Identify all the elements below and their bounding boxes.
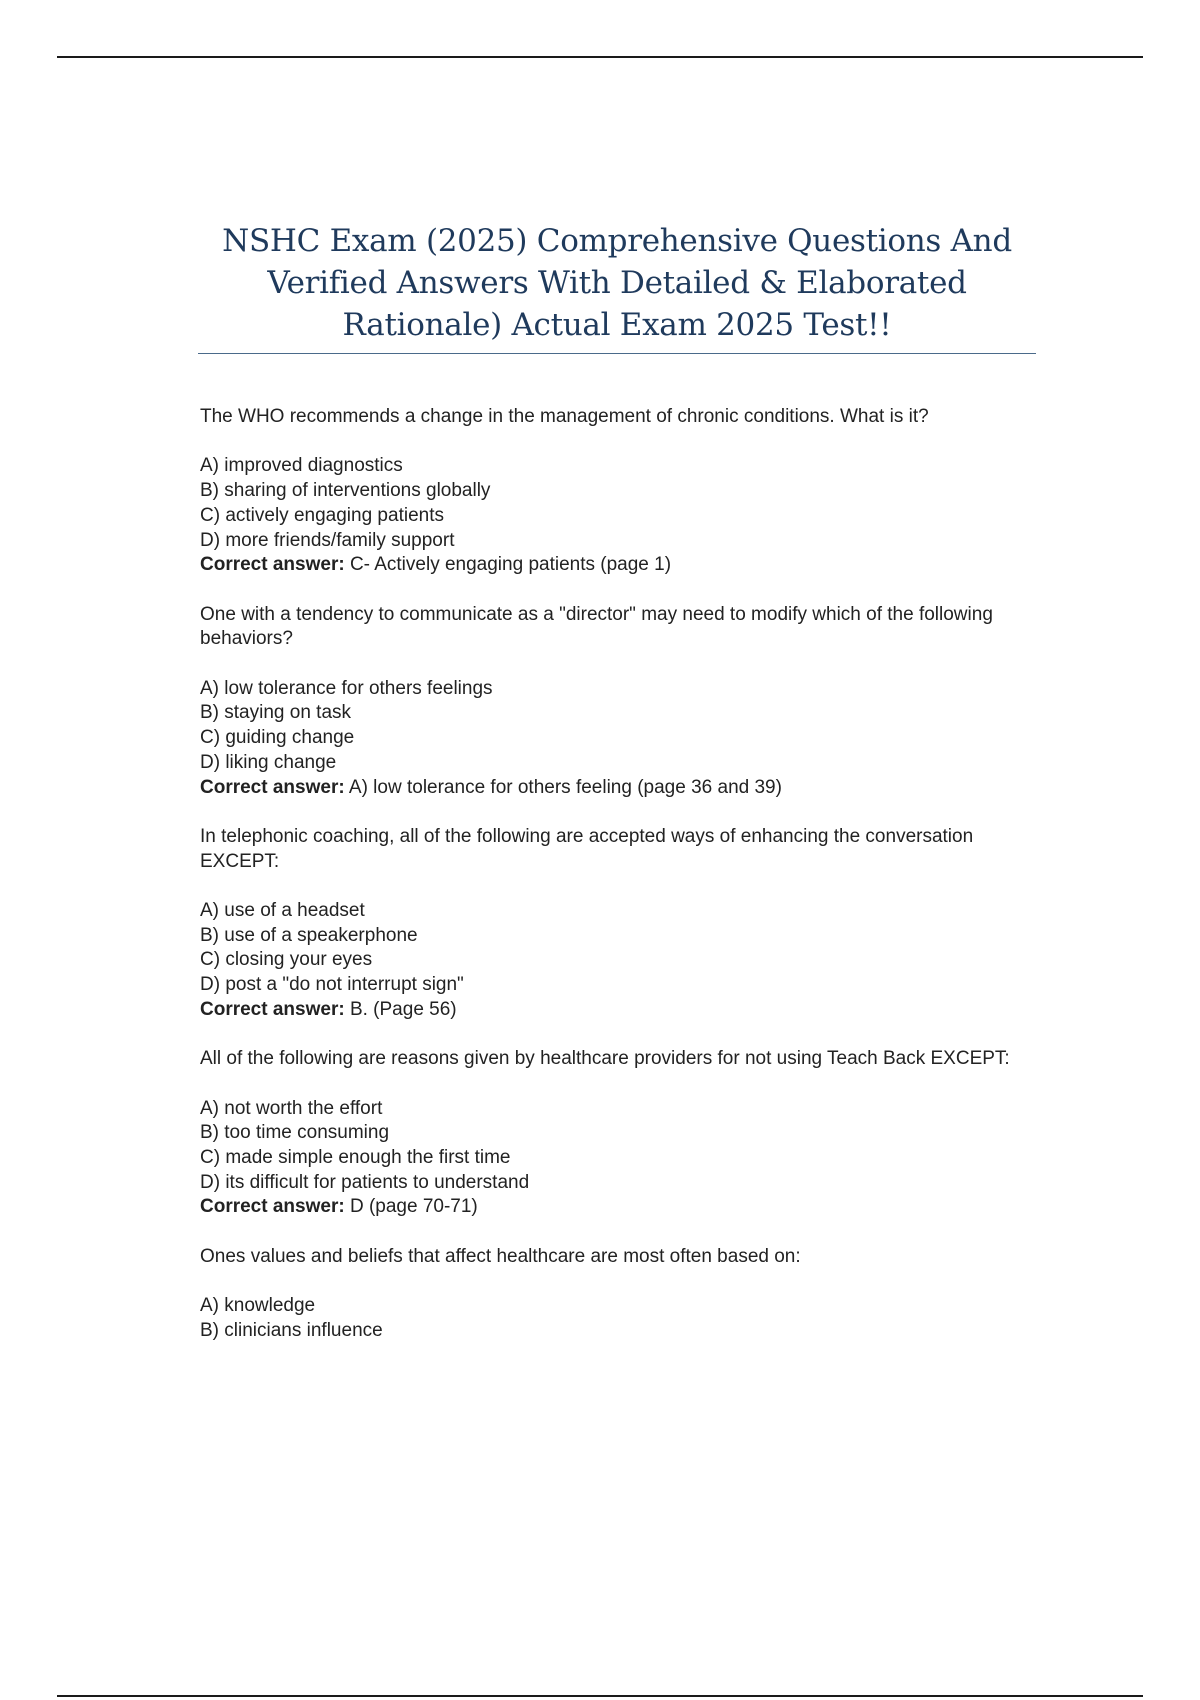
answer-label: Correct answer: [200,1196,345,1218]
option-d: D) more friends/family support [200,529,455,551]
answer-label: Correct answer: [200,776,345,798]
answer-label: Correct answer: [200,554,345,576]
option-c: C) closing your eyes [200,949,373,971]
question-block [200,1245,1040,1344]
bottom-rule [57,1695,1143,1697]
option-b: B) clinicians influence [200,1319,383,1341]
option-d: D) its difficult for patients to understand [200,1171,530,1193]
option-b: B) staying on task [200,702,352,724]
option-c: C) actively engaging patients [200,504,444,526]
option-d: D) liking change [200,751,337,773]
correct-answer [200,553,1040,578]
correct-answer [200,1195,1040,1220]
answer-label: Correct answer: [200,998,345,1020]
question-block [200,1047,1040,1220]
correct-answer [200,776,1040,801]
option-c: C) made simple enough the first time [200,1146,511,1168]
option-b: B) use of a speakerphone [200,924,418,946]
question-text: The WHO recommends a change in the management of chronic conditions. What is it? [200,406,929,427]
document-title: NSHC Exam (2025) Comprehensive Questions And Verified Answers With Detailed & Elaborated Rationale) Actual Exam 2025 Test!! [222,223,1012,343]
option-a: A) knowledge [200,1295,316,1317]
option-a: A) not worth the effort [200,1097,383,1119]
question-text: One with a tendency to communicate as a "director" may need to modify which of the following behaviors? [200,603,993,650]
option-a: A) low tolerance for others feelings [200,677,493,699]
question-block [200,825,1040,1023]
question-text: All of the following are reasons given by healthcare providers for not using Teach Back EXCEPT: [200,1048,1010,1070]
option-a: A) improved diagnostics [200,455,403,477]
answer-text: A) low tolerance for others feeling (page 36 and 39) [344,776,782,798]
option-a: A) use of a headset [200,899,365,921]
option-d: D) post a "do not interrupt sign" [200,974,464,996]
answer-text: C- Actively engaging patients (page 1) [344,554,672,576]
question-list [200,405,1040,1344]
option-list [200,899,1040,998]
title-underline [198,353,1036,354]
correct-answer [200,998,1040,1023]
option-b: B) too time consuming [200,1122,390,1144]
option-list [200,1294,1040,1343]
answer-text: B. (Page 56) [344,998,457,1020]
option-list [200,677,1040,776]
option-b: B) sharing of interventions globally [200,480,491,502]
question-text: In telephonic coaching, all of the following are accepted ways of enhancing the conversation EXCEPT: [200,825,974,872]
answer-text: D (page 70-71) [344,1196,478,1218]
option-list [200,1097,1040,1196]
question-text: Ones values and beliefs that affect healthcare are most often based on: [200,1245,801,1267]
option-list [200,454,1040,553]
option-c: C) guiding change [200,727,355,749]
question-block [200,603,1040,801]
top-rule [57,56,1143,58]
question-block [200,405,1040,578]
title-block [198,220,1036,346]
